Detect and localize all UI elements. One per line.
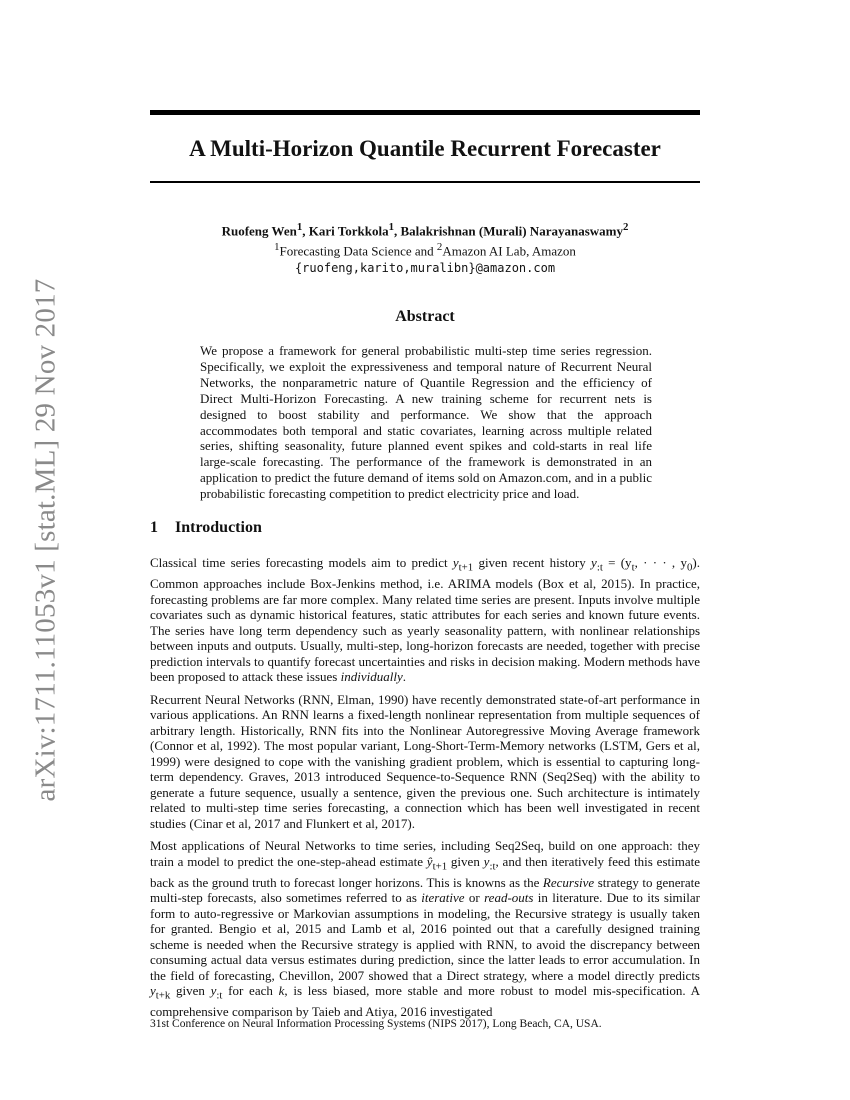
author-email: {ruofeng,karito,muralibn}@amazon.com <box>294 260 556 275</box>
author-affil-mark: 1 <box>388 221 395 233</box>
author-affil-mark: 1 <box>296 221 303 233</box>
author-affil-mark: 2 <box>622 221 629 233</box>
section-heading: 1 Introduction <box>150 519 262 536</box>
author-names: Ruofeng Wen$^1$, Kari Torkkola$^1$, Balakrishnan (Murali) Narayanaswamy$^2$ <box>221 221 629 239</box>
affiliations: $^1$Forecasting Data Science and $^2$Amazon AI Lab, Amazon <box>274 241 576 259</box>
abstract-heading: Abstract <box>395 308 455 325</box>
title-rule-bottom <box>150 181 700 183</box>
conference-footer: 31st Conference on Neural Information Processing Systems (NIPS 2017), Long Beach, CA, USA. <box>150 1018 602 1030</box>
author-name: Balakrishnan (Murali) Narayanaswamy <box>400 223 623 239</box>
arxiv-stamp: arXiv:1711.11053v1 [stat.ML] 29 Nov 2017 <box>29 278 62 802</box>
abstract-text: We propose a framework for general probabilistic multi-step time series regression. Specifically, we exploit the expressiveness and temporal nature of Recurrent Neural Networks, the nonparametric nature of Quantile Regression and the efficiency of Direct Multi-Horizon Forecasting. A new training scheme for recurrent nets is designed to boost stability and performance. We show that the approach accommodates both temporal and static covariates, learning across multiple related series, shifting seasonality, future planned event spikes and cold-starts in real life large-scale forecasting. The performance of the framework is demonstrated in an application to predict the future demand of items sold on Amazon.com, and in a public probabilistic forecasting competition to predict electricity price and load. <box>200 343 652 502</box>
intro-paragraph-2: Recurrent Neural Networks (RNN, Elman, 1990) have recently demonstrated state-of-art performance in various applications. An RNN learns a fixed-length nonlinear representation from multiple sequences of arbitrary length. Historically, RNN fits into the Nonlinear Autoregressive Moving Average framework (Connor et al, 1992). The most popular variant, Long-Short-Term-Memory networks (LSTM, Gers et al, 1999) were designed to cope with the vanishing gradient problem, which is essential to capturing long-term dependency. Graves, 2013 introduced Sequence-to-Sequence RNN (Seq2Seq) with the ability to generate a future sequence, usually a sentence, given the previous one. Such architecture is intimately related to multi-step time series forecasting, a connection which has been well investigated in recent studies (Cinar et al, 2017 and Flunkert et al, 2017). <box>150 691 700 831</box>
intro-paragraph-1: Classical time series forecasting models aim to predict $y_{t+1}$ given recent history $y_{:t} = (y_t$, · · · , $y_0$). Common approaches include Box-Jenkins method, i.e. ARIMA models (Box et al, 2015). In practice, forecasting problems are far more complex. Many related time series are present. Inputs involve multiple covariates such as dynamic historical features, static attributes for each series and known future events. The series have long term dependency such as yearly seasonality pattern, with nonlinear relationships between inputs and outputs. Usually, multi-step, long-horizon forecasts are needed, together with precise prediction intervals to quantify forecast uncertainties and risks in decision making. Modern methods have been proposed to attack these issues individually. <box>150 555 700 685</box>
title-rule-top <box>150 110 700 115</box>
author-name: Ruofeng Wen <box>221 223 297 239</box>
author-name: Kari Torkkola <box>308 223 389 239</box>
intro-paragraph-3: Most applications of Neural Networks to time series, including Seq2Seq, build on one approach: they train a model to predict the one-step-ahead estimate $ŷ_{t+1}$ given $y_{:t}$, and then iteratively feed this estimate back as the ground truth to forecast longer horizons. This is knowns as the Recursive strategy to generate multi-step forecasts, also sometimes referred to as iterative or read-outs in literature. Due to its similar form to auto-regressive or Markovian assumptions in modeling, the Recursive strategy is usually taken for granted. Bengio et al, 2015 and Lamb et al, 2016 pointed out that a carefully designed training scheme is needed when the Recursive strategy is applied with RNN, to avoid the discrepancy between consuming actual data versus estimates during prediction, since the latter leads to error accumulation. In the field of forecasting, Chevillon, 2007 showed that a Direct strategy, where a model directly predicts $y_{t+k}$ given $y_{:t}$ for each k, is less biased, more stable and more robust to model mis-specification. A comprehensive comparison by Taieb and Atiya, 2016 investigated <box>150 838 700 1020</box>
intro-body <box>150 555 700 1027</box>
paper-title: A Multi-Horizon Quantile Recurrent Forecaster <box>189 136 661 161</box>
author-block <box>150 219 700 277</box>
